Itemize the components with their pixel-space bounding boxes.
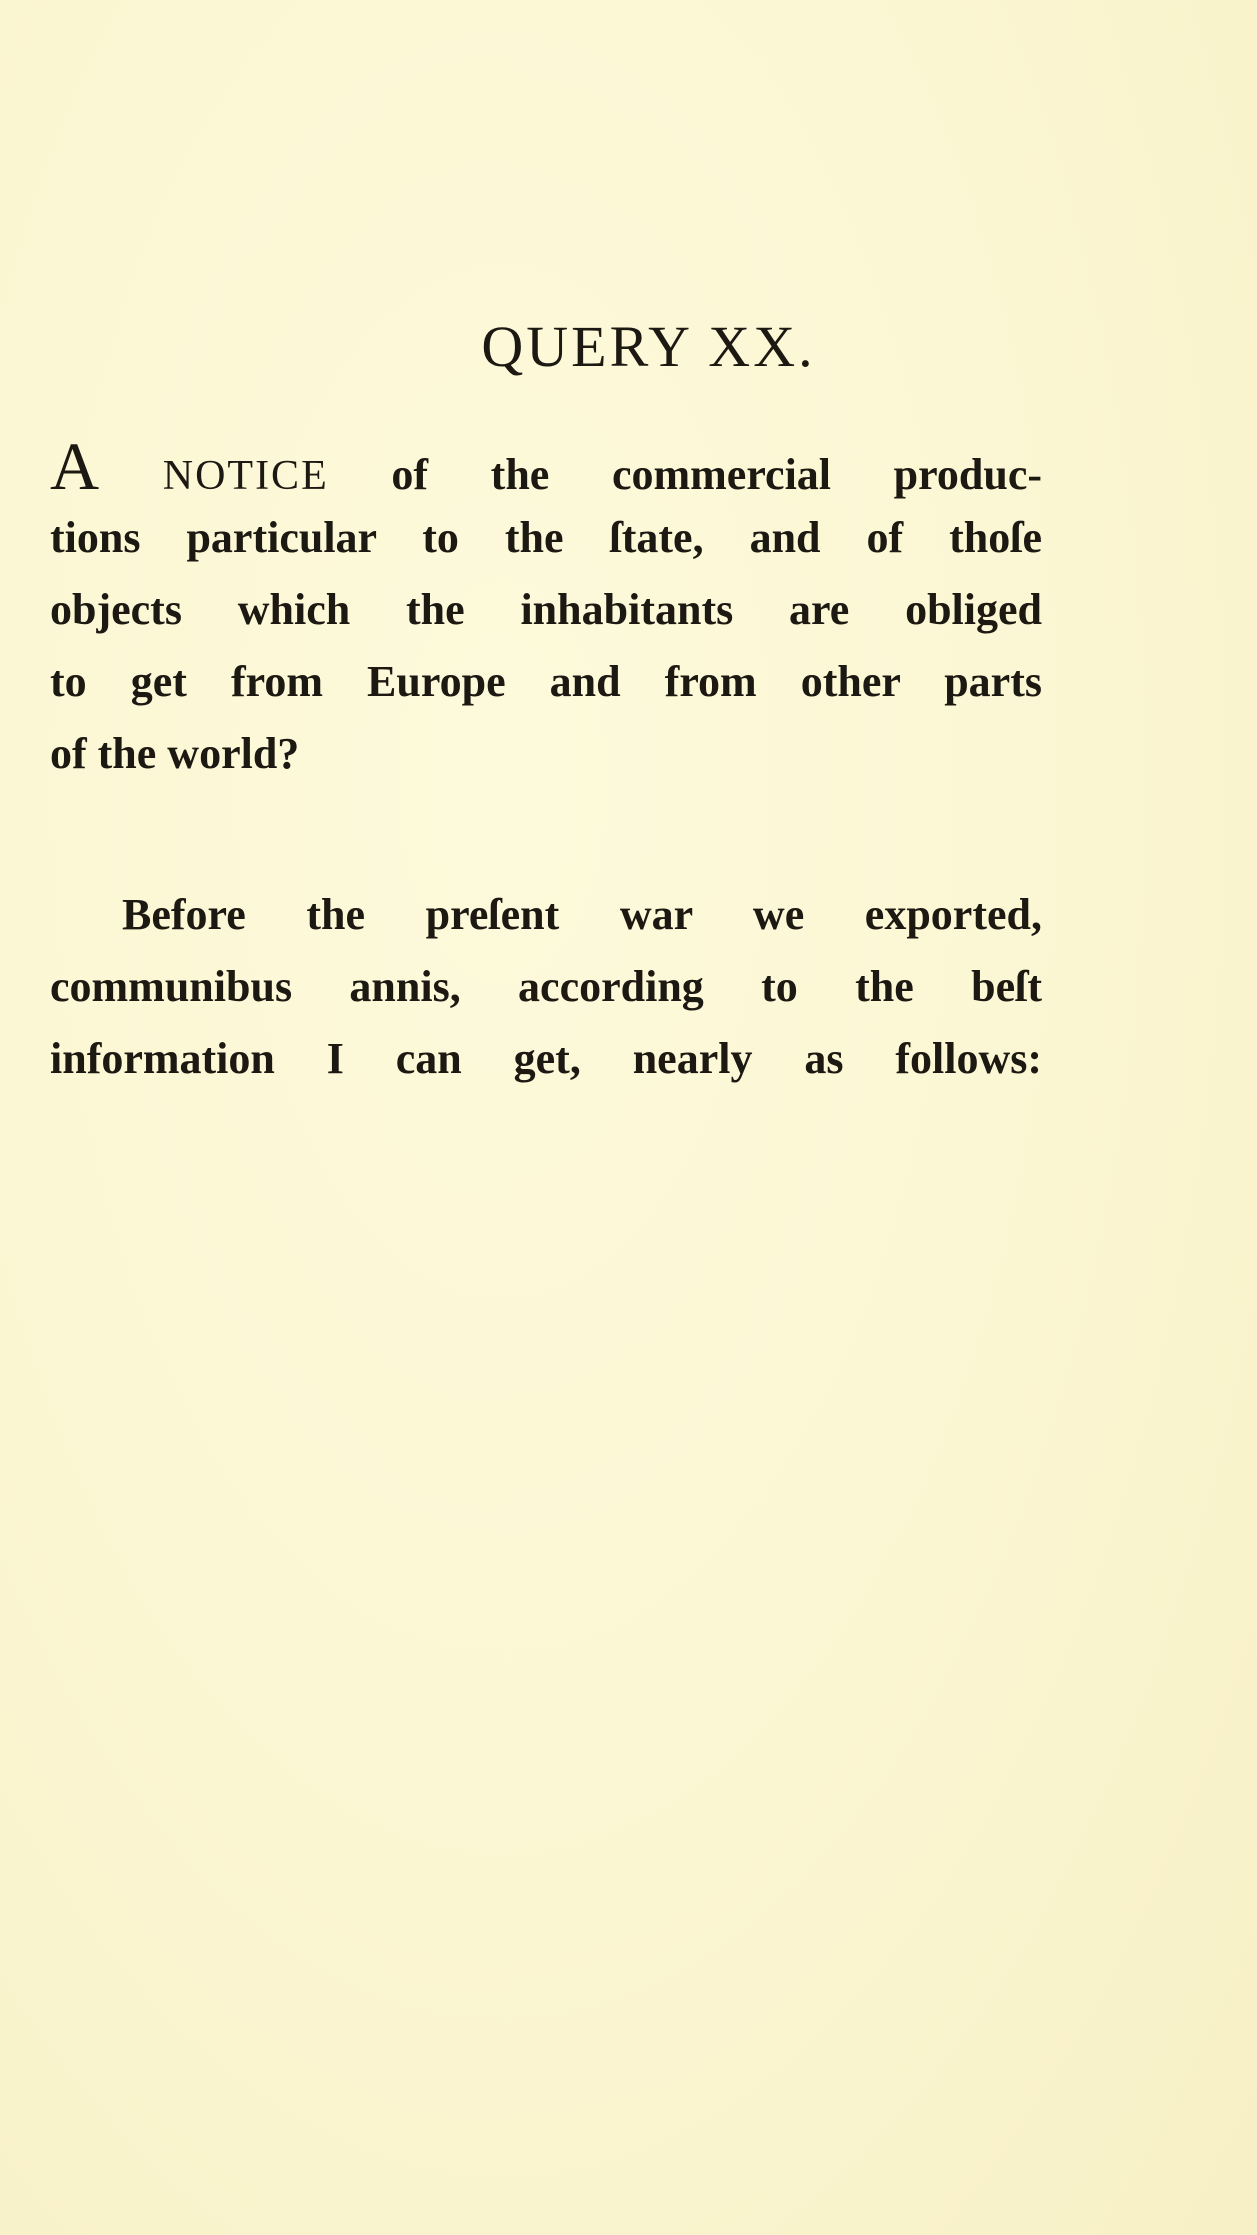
query-line-4: to get from Europe and from other parts xyxy=(50,657,1042,706)
query-line-5: of the world? xyxy=(50,729,300,778)
query-line-1 xyxy=(50,430,1042,502)
query-heading xyxy=(0,314,1257,379)
query-line-1-rest: of the commercial produc- xyxy=(391,450,1042,499)
body-paragraph xyxy=(50,879,1042,1095)
body-line-2: communibus annis, according to the beſt xyxy=(50,962,1042,1011)
drop-letter: A xyxy=(50,428,101,504)
body-line-3: information I can get, nearly as follows: xyxy=(50,1034,1042,1083)
query-heading-text: QUERY XX. xyxy=(481,314,816,379)
query-line-3: objects which the inhabitants are obliged xyxy=(50,585,1042,634)
notice-word: NOTICE xyxy=(162,453,329,499)
body-line-1: Before the preſent war we exported, xyxy=(122,890,1042,939)
query-line-2: tions particular to the ſtate, and of thoſe xyxy=(50,513,1042,562)
query-paragraph xyxy=(50,430,1042,790)
